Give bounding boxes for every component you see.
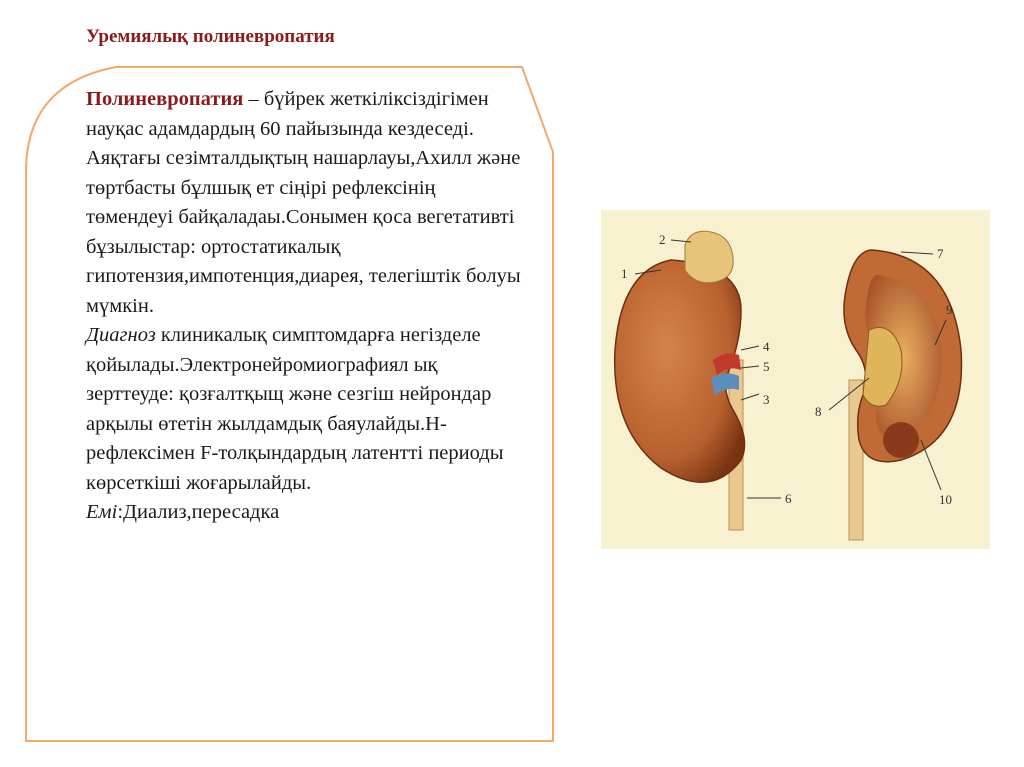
text-part-3: :Диализ,пересадка xyxy=(117,501,280,523)
figure-label-10: 10 xyxy=(939,492,952,507)
figure-label-7: 7 xyxy=(937,246,944,261)
page-title: Уремиялық полиневропатия xyxy=(86,26,335,47)
figure-label-6: 6 xyxy=(785,491,792,506)
kidney-external xyxy=(615,231,745,530)
figure-label-4: 4 xyxy=(763,339,770,354)
figure-label-9: 9 xyxy=(946,302,953,317)
term-diagnosis: Диагноз xyxy=(86,324,156,346)
figure-label-8: 8 xyxy=(815,404,822,419)
term-treatment: Емі xyxy=(86,501,118,523)
term-polyneuropathy: Полиневропатия xyxy=(86,88,244,110)
figure-label-2: 2 xyxy=(659,232,666,247)
figure-label-5: 5 xyxy=(763,359,770,374)
main-text xyxy=(86,85,526,528)
figure-label-3: 3 xyxy=(763,392,770,407)
kidney-illustration xyxy=(601,210,990,549)
figure-label-1: 1 xyxy=(621,266,628,281)
text-part-2: клиникалық симптомдарға негізделе қойылады.Электронейромиографиял ық зерттеуде: қозғалтқыщ және сезгіш нейрондар арқылы өтетін жылдамдық баяулайды.Н-рефлексімен F-толқындардың латентті периоды көрсеткіші жоғарылайды. xyxy=(86,324,504,494)
text-part-1: – бүйрек жеткіліксіздігімен науқас адамдардың 60 пайызында кездеседі. Аяқтағы сезімталдықтың нашарлауы,Ахилл және төртбасты бұлшық ет сіңірі рефлексінің төмендеуі байқаладаы.Сонымен қоса вегетативті бұзылыстар: ортостатикалық гипотензия,импотенция,диарея, телегіштік болуы мүмкін. xyxy=(86,88,521,317)
